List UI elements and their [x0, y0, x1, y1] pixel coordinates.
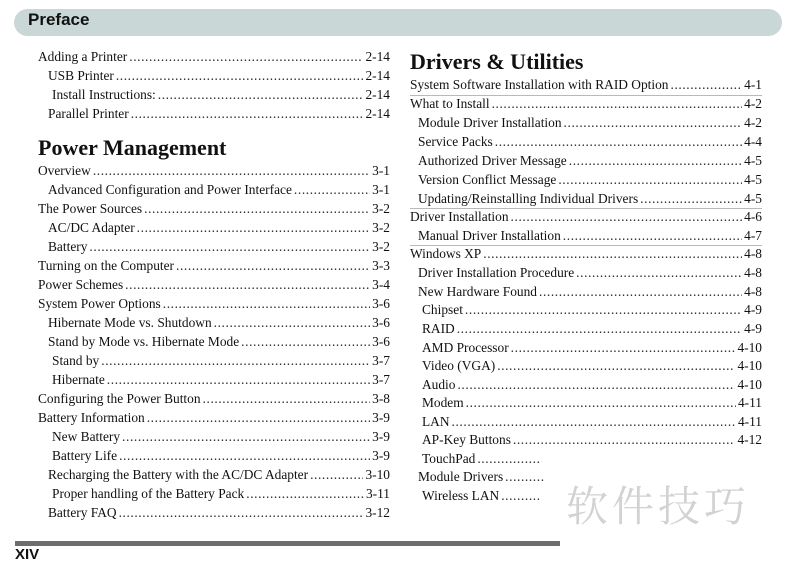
toc-entry-title: AP-Key Buttons	[422, 432, 511, 447]
toc-entry-title: Audio	[422, 377, 456, 392]
toc-entry[interactable]	[38, 295, 390, 313]
toc-leader-dots	[116, 67, 364, 85]
toc-leader-dots	[241, 333, 370, 351]
toc-entry[interactable]	[418, 114, 762, 132]
toc-entry-page: 4-6	[744, 209, 762, 224]
toc-entry-title: Manual Driver Installation	[418, 228, 561, 243]
toc-entry-page: 4-10	[737, 340, 762, 355]
toc-entry-title: Driver Installation	[410, 209, 509, 224]
toc-leader-dots	[539, 283, 742, 301]
toc-entry-page: 3-8	[372, 391, 390, 406]
toc-entry-page: 2-14	[365, 87, 390, 102]
section-heading-drivers-utilities: Drivers & Utilities	[410, 49, 584, 74]
toc-entry[interactable]	[422, 431, 762, 449]
toc-entry[interactable]	[418, 264, 762, 282]
toc-leader-dots	[505, 468, 545, 486]
toc-entry-page: 4-4	[744, 134, 762, 149]
toc-entry-page: 2-14	[365, 106, 390, 121]
toc-entry-title: Advanced Configuration and Power Interface	[48, 182, 292, 197]
toc-entry[interactable]	[418, 227, 762, 245]
toc-entry[interactable]	[38, 48, 390, 66]
toc-leader-dots	[640, 190, 742, 208]
toc-entry-title: TouchPad	[422, 451, 476, 466]
toc-entry[interactable]	[418, 190, 762, 208]
toc-leader-dots	[465, 301, 742, 319]
toc-leader-dots	[511, 208, 743, 226]
toc-entry-title: Configuring the Power Button	[38, 391, 201, 406]
toc-entry-title: Overview	[38, 163, 91, 178]
toc-leader-dots	[452, 413, 736, 431]
toc-entry-title: Stand by	[52, 353, 100, 368]
toc-entry-page: 3-6	[372, 296, 390, 311]
toc-entry[interactable]	[38, 200, 390, 218]
divider	[410, 208, 762, 209]
toc-entry-page: 3-1	[372, 182, 390, 197]
toc-leader-dots	[137, 219, 370, 237]
footer-bar	[15, 541, 560, 546]
toc-entry[interactable]	[52, 447, 390, 465]
toc-leader-dots	[457, 376, 735, 394]
toc-entry-title: The Power Sources	[38, 201, 143, 216]
header-bar	[14, 9, 782, 36]
toc-entry[interactable]	[422, 413, 762, 431]
toc-entry-page: 4-11	[737, 395, 762, 410]
toc-entry-page: 4-7	[744, 228, 762, 243]
toc-entry[interactable]	[422, 301, 762, 319]
toc-entry-page: 3-7	[372, 372, 390, 387]
toc-entry[interactable]	[52, 86, 390, 104]
toc-entry-title: What to Install	[410, 96, 490, 111]
toc-leader-dots	[93, 162, 370, 180]
toc-entry-page: 3-9	[372, 429, 390, 444]
toc-entry[interactable]	[410, 208, 762, 226]
toc-entry[interactable]	[418, 283, 762, 301]
toc-entry-title: Wireless LAN	[422, 488, 500, 503]
toc-entry-title: Service Packs	[418, 134, 493, 149]
toc-entry-page: 3-2	[372, 220, 390, 235]
toc-entry[interactable]	[48, 219, 390, 237]
toc-entry-title: AMD Processor	[422, 340, 509, 355]
toc-entry-title: Battery	[48, 239, 88, 254]
toc-entry-title: Driver Installation Procedure	[418, 265, 575, 280]
toc-entry[interactable]	[422, 394, 762, 412]
toc-entry[interactable]	[422, 450, 543, 468]
toc-leader-dots	[457, 320, 742, 338]
toc-entry[interactable]	[38, 162, 390, 180]
toc-entry-title: System Power Options	[38, 296, 161, 311]
toc-entry-page: 3-9	[372, 410, 390, 425]
toc-entry[interactable]	[418, 152, 762, 170]
toc-entry-title: Battery Information	[38, 410, 145, 425]
toc-entry-title: Hibernate	[52, 372, 105, 387]
toc-entry[interactable]	[410, 95, 762, 113]
toc-leader-dots	[671, 76, 743, 94]
toc-entry-title: Modem	[422, 395, 464, 410]
toc-entry-page: 3-4	[372, 277, 390, 292]
page-title: Preface	[28, 10, 90, 29]
toc-leader-dots	[310, 466, 363, 484]
toc-entry-page: 4-2	[744, 96, 762, 111]
toc-leader-dots	[131, 105, 364, 123]
toc-entry-title: Recharging the Battery with the AC/DC Adapter	[48, 467, 309, 482]
toc-entry-title: Battery FAQ	[48, 505, 117, 520]
toc-entry-page: 4-5	[744, 172, 762, 187]
toc-leader-dots	[147, 409, 370, 427]
toc-entry[interactable]	[48, 504, 390, 522]
toc-entry[interactable]	[410, 76, 762, 94]
toc-entry-page: 4-8	[744, 284, 762, 299]
toc-leader-dots	[125, 276, 370, 294]
toc-leader-dots	[564, 114, 743, 132]
toc-entry-title: New Battery	[52, 429, 121, 444]
toc-leader-dots	[176, 257, 370, 275]
toc-entry-page: 2-14	[365, 68, 390, 83]
toc-leader-dots	[563, 227, 742, 245]
divider	[410, 95, 762, 96]
toc-entry-title: Video (VGA)	[422, 358, 496, 373]
toc-entry-title: Updating/Reinstalling Individual Drivers	[418, 191, 639, 206]
toc-leader-dots	[576, 264, 742, 282]
toc-entry[interactable]	[418, 171, 762, 189]
toc-entry[interactable]	[48, 466, 390, 484]
toc-leader-dots	[122, 428, 370, 446]
toc-entry-page: 4-11	[737, 414, 762, 429]
toc-entry-title: Turning on the Computer	[38, 258, 175, 273]
toc-entry[interactable]	[48, 181, 390, 199]
toc-entry-page: 4-8	[744, 246, 762, 261]
toc-entry[interactable]	[52, 485, 390, 503]
toc-leader-dots	[294, 181, 370, 199]
toc-entry-page: 4-9	[744, 302, 762, 317]
toc-entry-title: Parallel Printer	[48, 106, 129, 121]
toc-leader-dots	[501, 487, 539, 505]
page-number: XIV	[15, 546, 40, 563]
toc-leader-dots	[163, 295, 370, 313]
toc-entry[interactable]	[422, 487, 541, 505]
toc-entry[interactable]	[418, 133, 762, 151]
toc-leader-dots	[492, 95, 743, 113]
toc-leader-dots	[246, 485, 364, 503]
toc-leader-dots	[119, 447, 370, 465]
toc-entry-title: Power Schemes	[38, 277, 124, 292]
toc-entry-title: Module Drivers	[418, 469, 504, 484]
toc-entry-page: 2-14	[365, 49, 390, 64]
toc-entry-title: RAID	[422, 321, 455, 336]
toc-entry-page: 3-2	[372, 239, 390, 254]
toc-entry[interactable]	[38, 409, 390, 427]
toc-entry-title: New Hardware Found	[418, 284, 537, 299]
toc-entry-page: 3-2	[372, 201, 390, 216]
toc-entry-page: 4-2	[744, 115, 762, 130]
toc-entry[interactable]	[52, 352, 390, 370]
toc-entry-title: USB Printer	[48, 68, 114, 83]
toc-entry-title: Adding a Printer	[38, 49, 128, 64]
toc-entry-page: 4-5	[744, 153, 762, 168]
toc-entry[interactable]	[422, 339, 762, 357]
toc-entry[interactable]	[422, 376, 762, 394]
toc-entry[interactable]	[422, 357, 762, 375]
toc-entry[interactable]	[410, 245, 762, 263]
toc-entry-page: 3-7	[372, 353, 390, 368]
toc-entry-page: 3-6	[372, 334, 390, 349]
toc-entry-page: 3-6	[372, 315, 390, 330]
toc-entry[interactable]	[48, 333, 390, 351]
toc-entry-title: LAN	[422, 414, 450, 429]
toc-entry-page: 4-5	[744, 191, 762, 206]
toc-entry-title: Module Driver Installation	[418, 115, 562, 130]
toc-entry-page: 4-8	[744, 265, 762, 280]
toc-entry[interactable]	[48, 238, 390, 256]
toc-leader-dots	[214, 314, 370, 332]
toc-entry[interactable]	[422, 320, 762, 338]
toc-leader-dots	[119, 504, 364, 522]
toc-entry-title: Windows XP	[410, 246, 482, 261]
toc-entry-page: 3-11	[365, 486, 390, 501]
toc-entry-page: 3-9	[372, 448, 390, 463]
toc-entry-title: Install Instructions:	[52, 87, 156, 102]
toc-entry-title: Hibernate Mode vs. Shutdown	[48, 315, 212, 330]
toc-entry[interactable]	[38, 390, 390, 408]
toc-leader-dots	[558, 171, 742, 189]
divider	[410, 245, 762, 246]
toc-entry-page: 4-9	[744, 321, 762, 336]
toc-entry-page: 4-10	[737, 377, 762, 392]
toc-leader-dots	[495, 133, 742, 151]
toc-entry-page: 3-3	[372, 258, 390, 273]
toc-entry[interactable]	[38, 257, 390, 275]
toc-entry[interactable]	[52, 428, 390, 446]
toc-entry[interactable]	[48, 67, 390, 85]
toc-entry-page: 4-10	[737, 358, 762, 373]
toc-entry-page: 4-1	[744, 77, 762, 92]
toc-entry-title: Chipset	[422, 302, 463, 317]
toc-leader-dots	[466, 394, 736, 412]
toc-leader-dots	[483, 245, 742, 263]
toc-leader-dots	[569, 152, 742, 170]
toc-leader-dots	[144, 200, 370, 218]
toc-entry-title: Proper handling of the Battery Pack	[52, 486, 245, 501]
toc-leader-dots	[158, 86, 364, 104]
toc-entry[interactable]	[38, 276, 390, 294]
toc-leader-dots	[129, 48, 363, 66]
toc-entry-title: AC/DC Adapter	[48, 220, 135, 235]
toc-entry[interactable]	[418, 468, 547, 486]
toc-leader-dots	[497, 357, 735, 375]
toc-leader-dots	[513, 431, 736, 449]
toc-leader-dots	[477, 450, 540, 468]
toc-leader-dots	[89, 238, 370, 256]
toc-entry-title: Battery Life	[52, 448, 118, 463]
toc-entry-title: System Software Installation with RAID Option	[410, 77, 669, 92]
toc-entry-title: Version Conflict Message	[418, 172, 557, 187]
toc-leader-dots	[107, 371, 370, 389]
watermark-text: 软件技巧	[566, 482, 751, 531]
toc-entry-page: 3-1	[372, 163, 390, 178]
toc-entry-page: 3-10	[365, 467, 390, 482]
toc-entry-page: 3-12	[365, 505, 390, 520]
toc-leader-dots	[203, 390, 371, 408]
toc-entry-title: Stand by Mode vs. Hibernate Mode	[48, 334, 240, 349]
toc-entry-page: 4-12	[737, 432, 762, 447]
toc-entry-title: Authorized Driver Message	[418, 153, 567, 168]
toc-leader-dots	[101, 352, 370, 370]
toc-entry[interactable]	[52, 371, 390, 389]
toc-entry[interactable]	[48, 105, 390, 123]
section-heading-power-management: Power Management	[38, 135, 227, 160]
toc-leader-dots	[511, 339, 736, 357]
toc-entry[interactable]	[48, 314, 390, 332]
